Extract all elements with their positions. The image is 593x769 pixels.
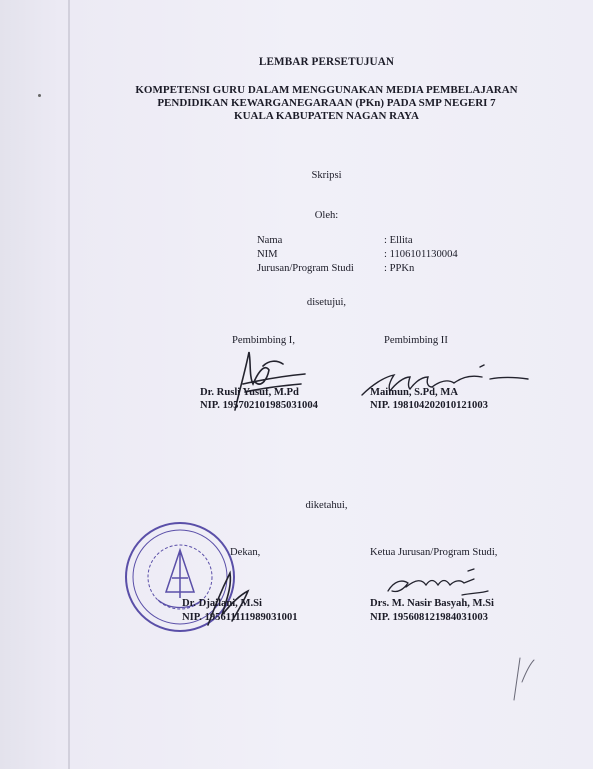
supervisor2-role: Pembimbing II [384, 335, 448, 346]
supervisor2-nip: NIP. 198104202010121003 [370, 400, 488, 411]
supervisor2-name: Maimun, S.Pd, MA [370, 387, 458, 398]
approved-label: disetujui, [306, 297, 347, 308]
title-line-3: KUALA KABUPATEN NAGAN RAYA [234, 110, 419, 122]
ink-dot [38, 94, 41, 97]
field-label-name: Nama [257, 235, 283, 246]
dean-role: Dekan, [230, 547, 261, 558]
head-role: Ketua Jurusan/Program Studi, [370, 547, 498, 558]
handwritten-initial-mark [508, 652, 538, 702]
dean-name: Dr. Djailani, M.Si [182, 598, 262, 609]
dean-nip: NIP. 195611111989031001 [182, 612, 298, 623]
page-heading: LEMBAR PERSETUJUAN [258, 56, 395, 68]
field-value-name: : Ellita [384, 235, 413, 246]
head-name: Drs. M. Nasir Basyah, M.Si [370, 598, 494, 609]
field-label-nim: NIM [257, 249, 278, 260]
known-label: diketahui, [305, 500, 348, 511]
doc-type: Skripsi [311, 170, 342, 181]
supervisor1-name: Dr. Rusli Yusuf, M.Pd [200, 387, 299, 398]
by-label: Oleh: [314, 210, 339, 221]
title-line-2: PENDIDIKAN KEWARGANEGARAAN (PKn) PADA SMP NEGERI 7 [157, 97, 496, 109]
field-value-program: : PPKn [384, 263, 415, 274]
title-line-1: KOMPETENSI GURU DALAM MENGGUNAKAN MEDIA PEMBELAJARAN [135, 84, 518, 96]
supervisor1-nip: NIP. 195702101985031004 [200, 400, 318, 411]
supervisor1-role: Pembimbing I, [232, 335, 295, 346]
field-label-program: Jurusan/Program Studi [257, 263, 354, 274]
head-nip: NIP. 195608121984031003 [370, 612, 488, 623]
field-value-nim: : 1106101130004 [384, 249, 458, 260]
